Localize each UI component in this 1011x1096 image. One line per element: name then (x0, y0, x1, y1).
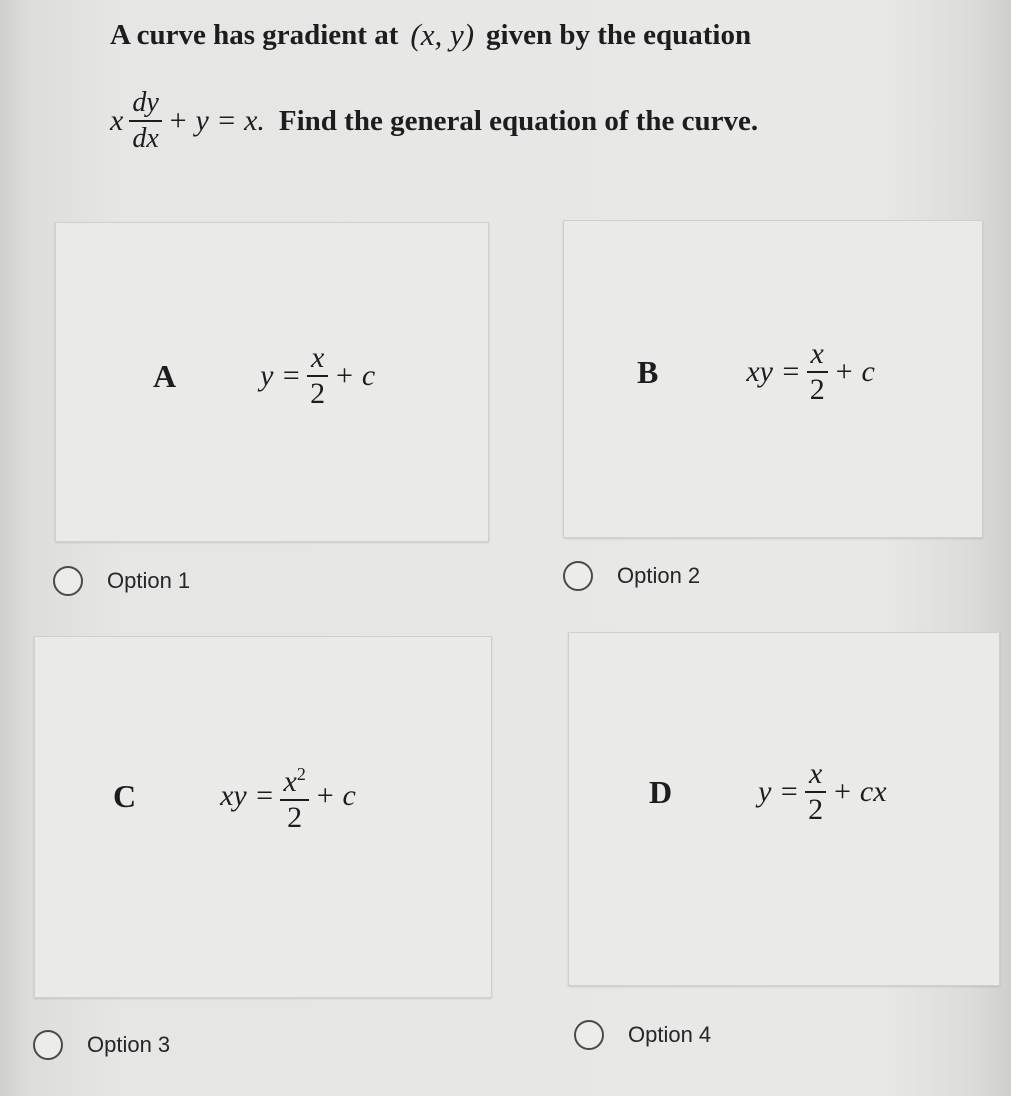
question-intro-end: given by the equation (486, 19, 752, 51)
card-c-rhs: + c (314, 779, 356, 812)
card-d-rhs: + cx (832, 775, 887, 808)
answer-card-c[interactable] (34, 636, 492, 998)
derivative-numerator: dy (132, 87, 159, 118)
card-d-denominator: 2 (808, 793, 824, 826)
card-d-formula (758, 757, 886, 827)
answer-card-d[interactable] (568, 632, 1000, 986)
card-b-numerator: x (810, 337, 824, 370)
question-line-2 (110, 76, 950, 166)
answer-card-b[interactable] (563, 220, 983, 538)
card-a-content (153, 341, 375, 411)
question-line-1 (110, 12, 950, 58)
card-b-content (637, 337, 875, 407)
point-notation: (x, y) (410, 17, 475, 52)
answer-card-a[interactable] (55, 222, 489, 542)
option-2[interactable] (563, 561, 700, 591)
card-c-formula (220, 757, 356, 835)
card-c-denominator: 2 (287, 801, 303, 834)
card-b-lhs: xy = (746, 355, 801, 388)
card-c-fraction (280, 757, 308, 835)
card-a-fraction (307, 341, 328, 411)
option-2-label[interactable]: Option 2 (617, 563, 701, 588)
option-1-radio[interactable] (53, 566, 83, 596)
option-3-label[interactable]: Option 3 (87, 1032, 171, 1057)
question-intro: A curve has gradient at (110, 19, 399, 51)
option-4-label[interactable]: Option 4 (628, 1022, 712, 1047)
option-1-label[interactable]: Option 1 (107, 568, 191, 593)
card-a-rhs: + c (334, 359, 376, 392)
equation-rest: + y = x. (167, 104, 265, 137)
card-b-denominator: 2 (809, 373, 825, 406)
card-a-lhs: y = (260, 359, 302, 392)
card-c-lhs: xy = (220, 779, 275, 812)
question-text (110, 12, 950, 166)
card-c-numerator-base: x (283, 765, 297, 798)
card-a-formula (260, 341, 375, 411)
card-b-fraction (807, 337, 828, 407)
card-a-denominator: 2 (310, 377, 326, 410)
card-d-fraction (805, 757, 826, 827)
option-2-radio[interactable] (563, 561, 593, 591)
equation-x: x (110, 104, 124, 137)
card-b-rhs: + c (833, 355, 875, 388)
option-4[interactable] (574, 1020, 711, 1050)
option-3[interactable] (33, 1030, 170, 1060)
card-d-numerator: x (809, 757, 823, 790)
card-d-letter: D (649, 773, 673, 810)
card-b-letter: B (637, 353, 659, 390)
derivative-denominator: dx (132, 123, 159, 154)
card-b-formula (746, 337, 874, 407)
card-c-content (113, 757, 356, 835)
option-3-radio[interactable] (33, 1030, 63, 1060)
card-c-letter: C (113, 777, 137, 814)
option-4-radio[interactable] (574, 1020, 604, 1050)
card-a-numerator: x (311, 341, 325, 374)
derivative-fraction (129, 86, 161, 156)
card-d-lhs: y = (758, 775, 800, 808)
option-1[interactable] (53, 566, 190, 596)
card-c-exponent: 2 (296, 764, 306, 784)
card-a-letter: A (153, 357, 177, 394)
card-c-numerator (280, 757, 308, 799)
question-instruction: Find the general equation of the curve. (278, 105, 759, 137)
card-d-content (649, 757, 887, 827)
